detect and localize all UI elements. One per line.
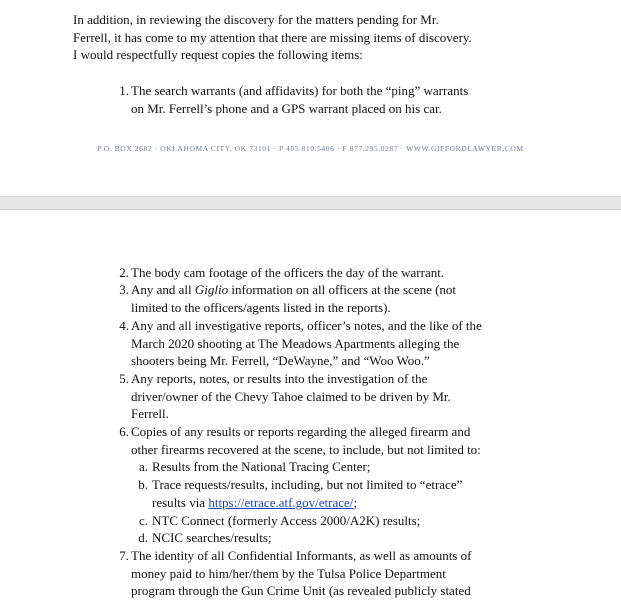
intro-paragraph bbox=[73, 11, 543, 64]
item3-pre: Any and all bbox=[131, 282, 195, 297]
item-line: shooters being Mr. Ferrell, “DeWayne,” and “Woo Woo.” bbox=[131, 353, 430, 368]
intro-line-1: In addition, in reviewing the discovery for the matters pending for Mr. bbox=[73, 12, 439, 27]
item-line: other firearms recovered at the scene, to include, but not limited to: bbox=[131, 441, 481, 457]
sub-item-text: NCIC searches/results; bbox=[152, 530, 272, 545]
item-line: Any reports, notes, or results into the investigation of the bbox=[131, 371, 428, 386]
sub-item-letter: a. bbox=[138, 459, 148, 474]
etrace-link[interactable]: https://etrace.atf.gov/etrace/ bbox=[208, 494, 354, 510]
item-number: 1. bbox=[119, 83, 129, 98]
letterhead-footer: P.O. BOX 2682 · OKLAHOMA CITY, OK 73101 · P 405.810.5406 · F 877.295.0287 · WWW.GIFFORDLAWYER.COM bbox=[97, 144, 524, 153]
item3-post: information on all officers at the scene (not bbox=[228, 282, 457, 297]
item-line: driver/owner of the Chevy Tahoe claimed to be driven by Mr. bbox=[131, 388, 451, 404]
page-2-top bbox=[0, 210, 621, 605]
item-line: program through the Gun Crime Unit (as revealed publicly stated bbox=[131, 583, 471, 598]
item-line: The body cam footage of the officers the day of the warrant. bbox=[131, 265, 445, 280]
sub-item-text bbox=[152, 494, 357, 512]
sub-item-text: NTC Connect (formerly Access 2000/A2K) results; bbox=[152, 513, 421, 528]
item-number: 7. bbox=[119, 548, 129, 563]
item-line: March 2020 shooting at The Meadows Apartments alleging the bbox=[131, 335, 460, 351]
page-1-bottom bbox=[0, 0, 621, 196]
item-number: 6. bbox=[119, 424, 129, 439]
etrace-prefix: results via bbox=[152, 494, 209, 510]
item-line: The identity of all Confidential Informants, as well as amounts of bbox=[131, 548, 472, 563]
sub-item-letter: c. bbox=[138, 513, 148, 528]
sub-item-text: Results from the National Tracing Center; bbox=[152, 459, 371, 474]
sub-item-text: Trace requests/results, including, but not limited to “etrace” bbox=[152, 477, 463, 492]
intro-line-2: Ferrell, it has come to my attention that there are missing items of discovery. bbox=[73, 29, 472, 45]
item-line: Any and all investigative reports, officer’s notes, and the like of the bbox=[131, 318, 482, 333]
item-line: on Mr. Ferrell’s phone and a GPS warrant placed on his car. bbox=[131, 100, 442, 116]
giglio-term: Giglio bbox=[194, 282, 229, 297]
item-number: 2. bbox=[119, 265, 129, 280]
item-number: 5. bbox=[119, 371, 129, 386]
item-line: limited to the officers/agents listed in the reports). bbox=[131, 299, 391, 315]
item-line: Ferrell. bbox=[131, 406, 169, 421]
item-number: 3. bbox=[119, 282, 129, 297]
sub-item-letter: d. bbox=[138, 530, 148, 545]
etrace-suffix: ; bbox=[353, 494, 358, 510]
item-line: The search warrants (and affidavits) for both the “ping” warrants bbox=[131, 83, 469, 98]
item-number: 4. bbox=[119, 318, 129, 333]
intro-line-3: I would respectfully request copies the following items: bbox=[73, 47, 363, 62]
page-break bbox=[0, 196, 621, 210]
item-line: Copies of any results or reports regarding the alleged firearm and bbox=[131, 424, 471, 439]
sub-item-letter: b. bbox=[138, 477, 148, 492]
item-line: money paid to him/her/them by the Tulsa Police Department bbox=[131, 565, 446, 581]
item-line bbox=[131, 281, 456, 299]
